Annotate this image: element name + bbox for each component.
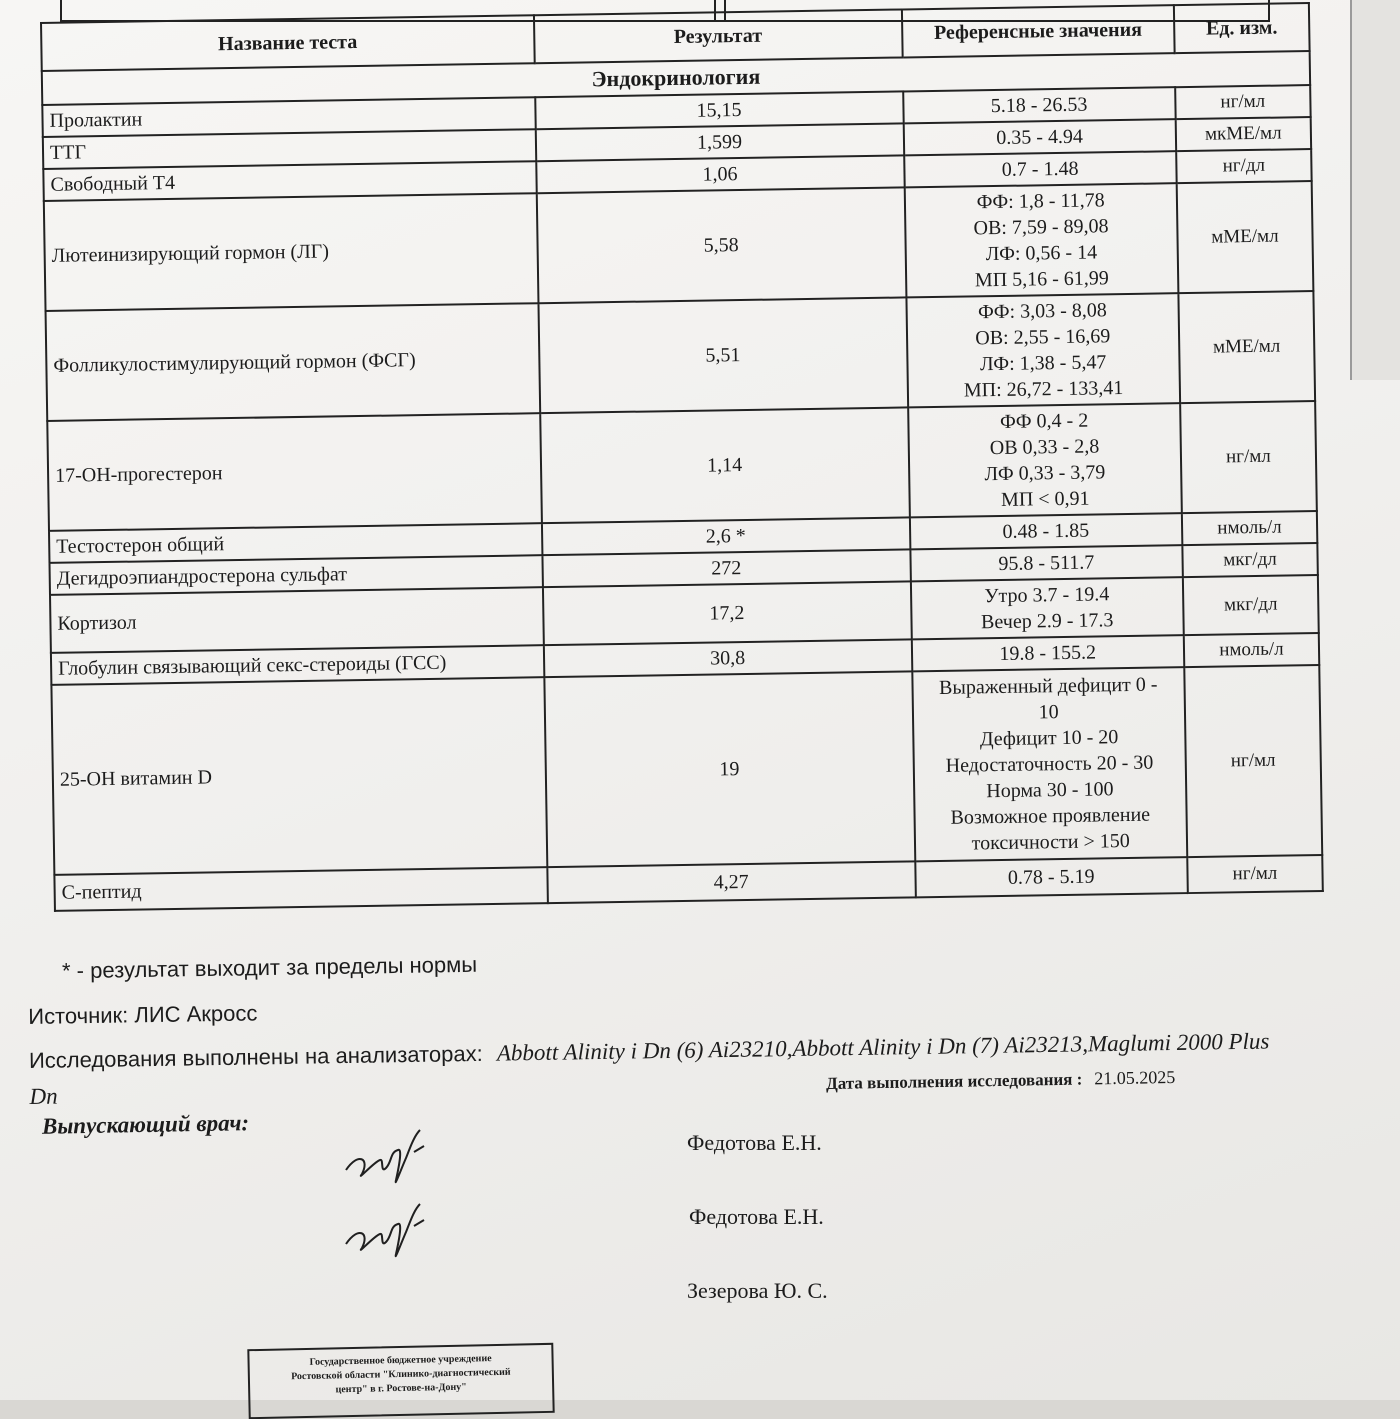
reference-line: Вечер 2.9 - 17.3 [980, 609, 1114, 634]
test-name-cell: Кортизол [50, 587, 543, 653]
reference-line: 0.7 - 1.48 [1001, 157, 1079, 181]
result-cell: 1,14 [540, 407, 910, 523]
test-name-cell: Тестостерон общий [49, 523, 542, 563]
header-reference: Референсные значения [901, 5, 1174, 57]
footnote: * - результат выходит за пределы нормы [61, 951, 478, 984]
unit-cell: нг/мл [1180, 401, 1317, 513]
reference-line: МП < 0,91 [1000, 487, 1090, 511]
reference-line: 0.78 - 5.19 [1007, 865, 1095, 889]
signature-2 [340, 1196, 430, 1266]
unit-cell: нг/дл [1176, 149, 1312, 183]
reference-cell [906, 293, 1180, 407]
reference-line: 5.18 - 26.53 [990, 93, 1088, 118]
reference-cell [911, 635, 1184, 671]
reference-line: токсичности > 150 [971, 829, 1130, 855]
reference-line: ОВ: 7,59 - 89,08 [973, 215, 1109, 240]
analyzers-value: Abbott Alinity i Dn (6) Ai23210,Abbott Alinity i Dn (7) Ai23213,Maglumi 2000 Plus [496, 1028, 1270, 1066]
unit-cell: нг/мл [1187, 855, 1323, 893]
reference-cell [903, 119, 1176, 155]
result-cell: 15,15 [535, 91, 903, 129]
reference-cell [912, 667, 1187, 861]
reference-line: Дефицит 10 - 20 [979, 726, 1119, 751]
test-date-label: Дата выполнения исследования : [825, 1069, 1083, 1094]
reference-cell [903, 87, 1176, 123]
source-line: Источник: ЛИС Акросс [28, 1000, 258, 1029]
unit-cell: нг/мл [1184, 665, 1322, 857]
result-cell: 5,51 [538, 297, 908, 413]
reference-cell [910, 577, 1183, 639]
reference-line: ЛФ: 1,38 - 5,47 [979, 351, 1107, 376]
section-title: Эндокринология [42, 51, 1310, 105]
test-name-cell: Дегидроэпиандростерона сульфат [49, 555, 542, 595]
reference-line: 0.48 - 1.85 [1002, 519, 1090, 543]
test-name-cell: 17-ОН-прогестерон [47, 413, 541, 531]
unit-cell: нмоль/л [1184, 633, 1320, 667]
reference-line: Возможное проявление [950, 803, 1151, 829]
reference-line: 95.8 - 511.7 [998, 551, 1095, 576]
reference-line: Утро 3.7 - 19.4 [984, 583, 1110, 608]
signature-1 [340, 1122, 430, 1192]
stamp-line: центр" в г. Ростове-на-Дону" [335, 1381, 467, 1396]
results-table [40, 2, 1324, 912]
unit-cell: мкг/дл [1183, 575, 1319, 635]
unit-cell: мМЕ/мл [1178, 291, 1315, 403]
reference-line: 0.35 - 4.94 [996, 125, 1084, 149]
signatory-1: Федотова Е.Н. [687, 1130, 822, 1155]
test-name-cell: С-пептид [54, 867, 547, 911]
result-cell: 30,8 [543, 639, 911, 677]
result-cell: 2,6 * [542, 517, 910, 555]
test-name-cell: Свободный Т4 [43, 161, 536, 201]
analyzers-value-cont: Dn [29, 1083, 58, 1109]
reference-line: МП: 26,72 - 133,41 [963, 377, 1124, 402]
reference-line: ФФ: 3,03 - 8,08 [977, 299, 1107, 324]
analyzers-label: Исследования выполнены на анализаторах: [28, 1040, 483, 1073]
reference-cell [908, 403, 1182, 517]
reference-cell [904, 151, 1177, 187]
reference-line: 10 [1038, 701, 1059, 724]
stamp-line: Государственное бюджетное учреждение [309, 1353, 492, 1368]
unit-cell: мкг/дл [1182, 543, 1318, 577]
reference-line: Выраженный дефицит 0 - [938, 673, 1158, 699]
test-name-cell: 25-ОН витамин D [51, 677, 547, 875]
test-name-cell: Глобулин связывающий секс-стероиды (ГСС) [51, 645, 544, 685]
reference-line: ОВ: 2,55 - 16,69 [975, 325, 1111, 350]
table-row [46, 291, 1316, 421]
institution-stamp [247, 1343, 554, 1419]
reference-line: ФФ: 1,8 - 11,78 [976, 189, 1105, 214]
signatory-2: Федотова Е.Н. [689, 1204, 824, 1229]
test-name-cell: ТТГ [43, 129, 536, 169]
reference-line: Норма 30 - 100 [986, 778, 1114, 803]
result-cell: 4,27 [547, 861, 915, 903]
result-cell: 5,58 [536, 187, 906, 303]
result-cell: 1,599 [535, 123, 903, 161]
unit-cell: мМЕ/мл [1177, 181, 1314, 293]
signatory-3: Зезерова Ю. С. [687, 1278, 828, 1303]
reference-cell [909, 513, 1182, 549]
result-cell: 19 [544, 671, 915, 867]
unit-cell: нг/мл [1175, 85, 1311, 119]
test-name-cell: Пролактин [42, 97, 535, 137]
reference-cell [915, 857, 1188, 897]
table-row [47, 401, 1317, 531]
reference-line: Недостаточность 20 - 30 [945, 751, 1154, 777]
test-date-value: 21.05.2025 [1094, 1066, 1176, 1089]
reference-line: 19.8 - 155.2 [999, 641, 1097, 666]
table-row [51, 665, 1322, 875]
issuing-doctor-label: Выпускающий врач: [41, 1110, 250, 1139]
table-row [44, 181, 1314, 311]
header-test-name: Название теста [41, 15, 534, 71]
reference-line: ФФ 0,4 - 2 [999, 409, 1089, 433]
results-table-wrapper [40, 2, 1349, 912]
reference-line: ЛФ 0,33 - 3,79 [984, 461, 1106, 486]
reference-cell [910, 545, 1183, 581]
reference-line: ЛФ: 0,56 - 14 [985, 241, 1098, 266]
test-name-cell: Фолликулостимулирующий гормон (ФСГ) [46, 303, 540, 421]
result-cell: 17,2 [543, 581, 912, 645]
unit-cell: нмоль/л [1182, 511, 1318, 545]
stamp-line: Ростовской области "Клинико-диагностический [291, 1366, 511, 1383]
test-name-cell: Лютеинизирующий гормон (ЛГ) [44, 193, 538, 311]
underlying-sheet-edge [1350, 0, 1400, 380]
unit-cell: мкМЕ/мл [1176, 117, 1312, 151]
result-cell: 272 [542, 549, 910, 587]
result-cell: 1,06 [536, 155, 904, 193]
reference-cell [904, 183, 1178, 297]
reference-line: МП 5,16 - 61,99 [974, 267, 1109, 292]
header-result: Результат [534, 9, 903, 63]
reference-line: ОВ 0,33 - 2,8 [989, 435, 1100, 460]
header-unit: Ед. изм. [1174, 3, 1310, 53]
